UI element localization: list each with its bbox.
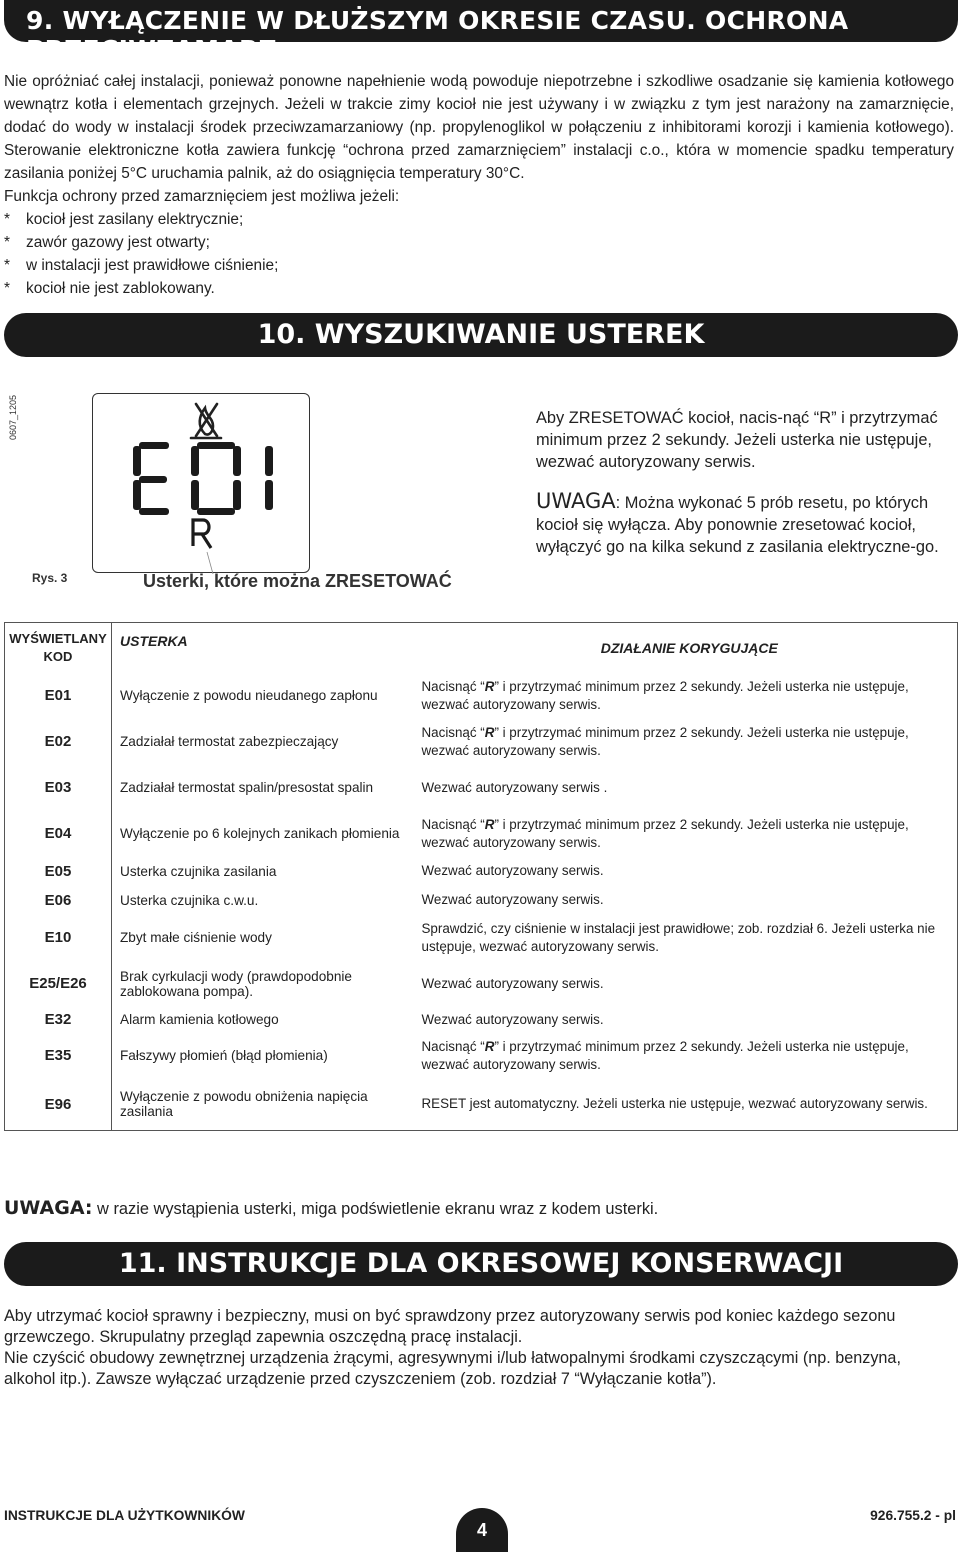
segment-e-icon	[133, 442, 169, 515]
error-code: E35	[5, 1033, 112, 1079]
error-fault: Brak cyrkulacji wody (prawdopodobnie zablokowana pompa).	[120, 968, 352, 999]
warning-text: : Można wykonać 5 prób resetu, po których kocioł się wyłącza. Aby ponownie zresetować kocioł, wyłączyć go na kilka sekund z zasilania elektryczne-go.	[536, 494, 939, 556]
error-code: E06	[5, 886, 112, 915]
action-text: ” i przytrzymać minimum przez 2 sekundy. Jeżeli usterka nie ustępuje, wezwać autoryzowany serwis.	[421, 724, 909, 758]
action-text: RESET jest automatyczny. Jeżeli usterka nie ustępuje, wezwać autoryzowany serwis.	[421, 1096, 928, 1112]
action-text: Nacisnąć “	[421, 678, 485, 694]
section-10-title: 10. WYSZUKIWANIE USTEREK	[4, 313, 958, 357]
reset-r-icon	[193, 520, 211, 548]
action-text: Wezwać autoryzowany serwis.	[421, 1011, 604, 1027]
corrective-action	[414, 915, 958, 961]
section-9-body	[4, 70, 954, 300]
header-action: DZIAŁANIE KORYGUJĄCE	[414, 623, 958, 673]
table-row	[5, 961, 958, 1007]
table-row	[5, 765, 958, 811]
error-fault: Zbyt małe ciśnienie wody	[120, 930, 272, 945]
display-caption: Usterki, które można ZRESETOWAĆ	[143, 571, 452, 591]
action-text: Wezwać autoryzowany serwis.	[421, 863, 604, 878]
section-9-paragraph: Nie opróżniać całej instalacji, ponieważ ponowne napełnienie wodą powoduje niepotrzebne i szkodliwe osadzanie się kamienia kotłowego wewnątrz kotła i elementach grzejnych. Jeżeli w trakcie zimy kocioł nie jest używany i w związku z tym jest narażony na zamarznięcie, dodać do wody w instalacji środek przeciwzamarzaniowy (np. propylenoglikol w połączeniu z inhibitorami korozji i kamienia kotłowego). Sterowanie elektroniczne kotła zawiera funkcję “ochrona przed zamarznięciem” instalacji c.o., która w momencie spadku temperatury zasilania poniżej 5°C uruchamia palnik, aż do osiągnięcia temperatury 30°C.	[4, 73, 954, 182]
table-header-row	[5, 623, 958, 673]
action-text: Nacisnąć “	[421, 724, 485, 740]
error-fault: Alarm kamienia kotłowego	[120, 1012, 279, 1027]
corrective-action	[414, 1007, 958, 1033]
reset-key-label: R	[484, 1038, 495, 1054]
reset-key-label: R	[484, 816, 495, 832]
flashing-note	[4, 1197, 658, 1219]
segment-one-icon	[265, 446, 273, 510]
section-11-paragraph-2: Nie czyścić obudowy zewnętrznej urządzenia żrącymi, agresywnymi i/lub łatwopalnymi środkami czyszczącymi (np. benzyna, alkohol itp.). Zawsze wyłączać urządzenie przed czyszczeniem (zob. rozdział 7 “Wyłączanie kotła”).	[4, 1349, 901, 1388]
table-row	[5, 673, 958, 719]
corrective-action	[414, 1079, 958, 1131]
footer-title: INSTRUKCJE DLA UŻYTKOWNIKÓW	[4, 1508, 245, 1523]
figure-label: Rys. 3	[32, 571, 68, 585]
figure-code: 0607_1205	[8, 394, 18, 440]
action-text: ” i przytrzymać minimum przez 2 sekundy. Jeżeli usterka nie ustępuje, wezwać autoryzowany serwis.	[421, 678, 909, 712]
condition-item: * kocioł nie jest zablokowany.	[4, 280, 215, 297]
error-code: E05	[5, 857, 112, 886]
corrective-action	[414, 961, 958, 1007]
action-text: Wezwać autoryzowany serwis .	[421, 779, 608, 795]
corrective-action	[414, 673, 958, 719]
corrective-action	[414, 811, 958, 857]
section-11-paragraph-1: Aby utrzymać kocioł sprawny i bezpieczny, musi on być sprawdzony przez autoryzowany serwis pod koniec każdego sezonu grzewczego. Skrupulatny przegląd zapewnia oszczędną pracę instalacji.	[4, 1307, 896, 1346]
table-row	[5, 719, 958, 765]
reset-key-label: R	[484, 678, 495, 694]
reset-key-label: R	[484, 724, 495, 740]
action-text: Nacisnąć “	[421, 816, 485, 832]
section-9-title: 9. WYŁĄCZENIE W DŁUŻSZYM OKRESIE CZASU. OCHRONA PRZECIWZAMARZ.	[4, 0, 958, 42]
error-code-table	[4, 622, 958, 1131]
error-code: E01	[5, 673, 112, 719]
action-text: Nacisnąć “	[421, 1038, 485, 1054]
table-row	[5, 886, 958, 915]
error-code: E25/E26	[5, 961, 112, 1007]
action-text: ” i przytrzymać minimum przez 2 sekundy. Jeżeli usterka nie ustępuje, wezwać autoryzowany serwis.	[421, 816, 909, 850]
table-row	[5, 811, 958, 857]
conditions-intro: Funkcja ochrony przed zamarznięciem jest możliwa jeżeli:	[4, 188, 400, 205]
error-fault: Wyłączenie po 6 kolejnych zanikach płomienia	[120, 826, 400, 841]
error-fault: Zadziałał termostat spalin/presostat spalin	[120, 780, 374, 795]
error-fault: Zadziałał termostat zabezpieczający	[120, 734, 339, 749]
action-text: Wezwać autoryzowany serwis.	[421, 975, 604, 991]
error-code: E04	[5, 811, 112, 857]
action-text: ” i przytrzymać minimum przez 2 sekundy. Jeżeli usterka nie ustępuje, wezwać autoryzowany serwis.	[421, 1038, 909, 1072]
header-code: WYŚWIETLANY KOD	[5, 623, 112, 673]
section-11-body	[4, 1306, 954, 1390]
error-fault: Usterka czujnika zasilania	[120, 863, 277, 879]
note-label: UWAGA:	[4, 1197, 93, 1219]
error-code: E03	[5, 765, 112, 811]
flame-crossed-icon	[191, 404, 221, 438]
segment-zero-icon	[191, 442, 241, 515]
error-fault: Usterka czujnika c.w.u.	[120, 892, 259, 908]
header-fault: USTERKA	[120, 633, 188, 649]
note-text: w razie wystąpienia usterki, miga podświetlenie ekranu wraz z kodem usterki.	[92, 1200, 659, 1218]
reset-instructions: Aby ZRESETOWAĆ kocioł, nacis-nąć “R” i przytrzymać minimum przez 2 sekundy. Jeżeli usterka nie ustępuje, wezwać autoryzowany serwis.	[536, 409, 938, 471]
table-row	[5, 1033, 958, 1079]
table-row	[5, 1007, 958, 1033]
action-text: Wezwać autoryzowany serwis.	[421, 892, 604, 907]
error-code: E02	[5, 719, 112, 765]
error-fault: Wyłączenie z powodu obniżenia napięcia zasilania	[112, 1079, 414, 1131]
error-code: E10	[5, 915, 112, 961]
section-11-title: 11. INSTRUKCJE DLA OKRESOWEJ KONSERWACJI	[4, 1242, 958, 1286]
condition-item: * w instalacji jest prawidłowe ciśnienie;	[4, 257, 279, 274]
corrective-action	[414, 719, 958, 765]
action-text: Sprawdzić, czy ciśnienie w instalacji jest prawidłowe; zob. rozdział 6. Jeżeli usterka nie ustępuje, wezwać autoryzowany serwis.	[421, 920, 936, 954]
error-code: E96	[5, 1079, 112, 1131]
warning-box	[536, 490, 960, 558]
table-row	[5, 1079, 958, 1131]
error-code: E32	[5, 1007, 112, 1033]
table-row	[5, 915, 958, 961]
warning-label: UWAGA	[536, 489, 616, 513]
page-number: 4	[456, 1508, 508, 1552]
corrective-action	[414, 1033, 958, 1079]
table-row	[5, 857, 958, 886]
error-fault: Fałszywy płomień (błąd płomienia)	[120, 1048, 328, 1063]
condition-item: * kocioł jest zasilany elektrycznie;	[4, 211, 244, 228]
lcd-display-icon	[93, 394, 311, 574]
document-code: 926.755.2 - pl	[870, 1508, 956, 1523]
error-fault: Wyłączenie z powodu nieudanego zapłonu	[120, 688, 378, 703]
condition-item: * zawór gazowy jest otwarty;	[4, 234, 210, 251]
corrective-action	[414, 765, 958, 811]
corrective-action	[414, 886, 958, 915]
boiler-display	[92, 393, 310, 573]
corrective-action	[414, 857, 958, 886]
